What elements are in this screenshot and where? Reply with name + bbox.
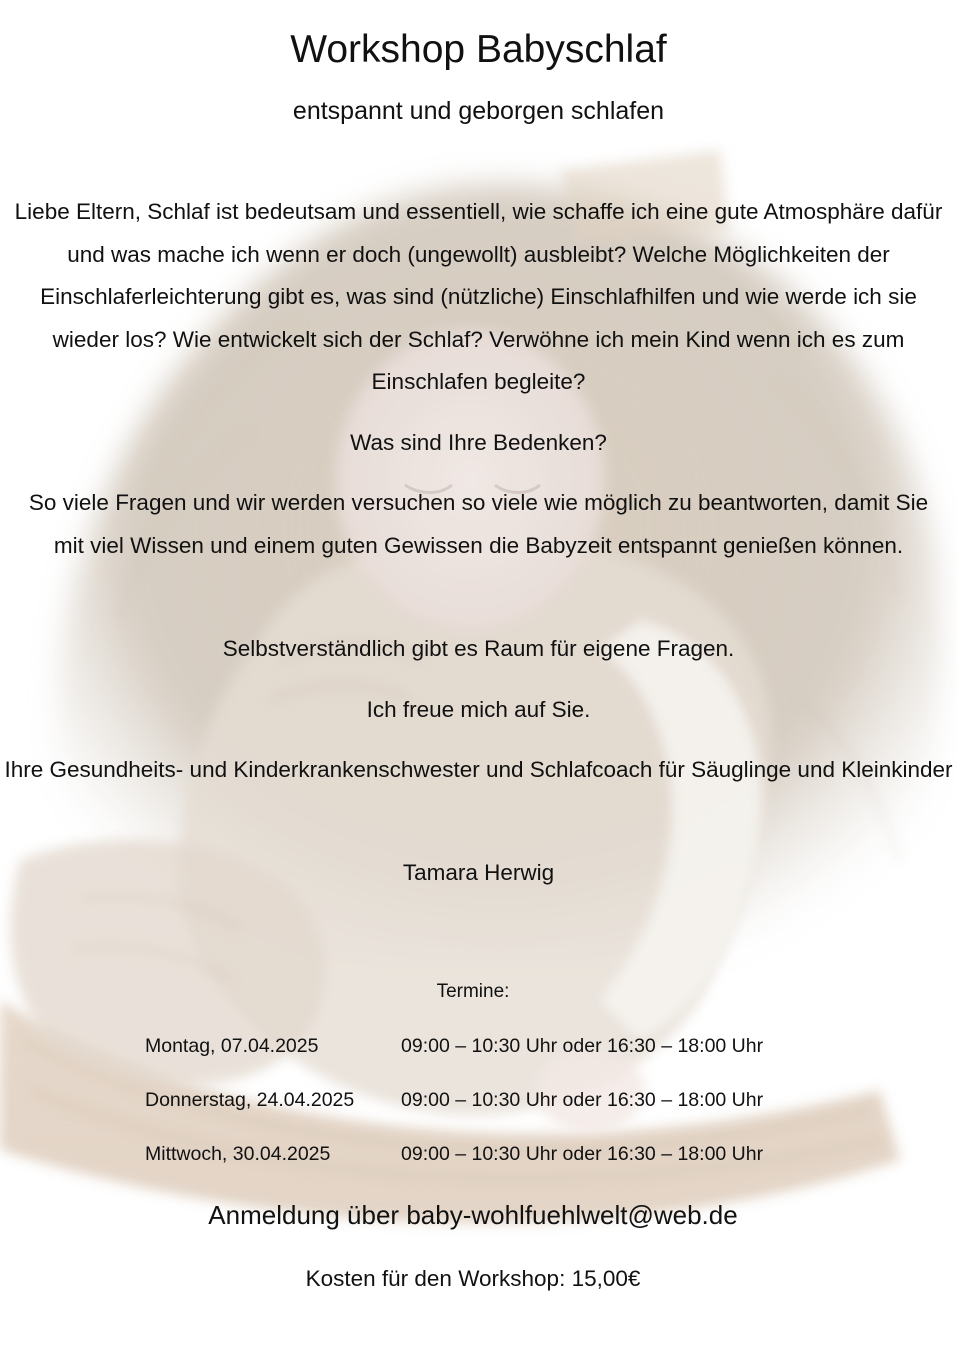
flyer-subtitle: entspannt und geborgen schlafen: [292, 97, 665, 125]
schedule-time: 09:00 – 10:30 Uhr oder 16:30 – 18:00 Uhr: [401, 1089, 764, 1111]
looking-forward-paragraph: Ich freue mich auf Sie.: [366, 697, 591, 722]
cost-line: Kosten für den Workshop: 15,00€: [305, 1266, 641, 1291]
schedule-date: Mittwoch, 30.04.2025: [145, 1143, 331, 1165]
signup-line: Anmeldung über baby-wohlfuehlwelt@web.de: [208, 1200, 738, 1230]
question-paragraph: Was sind Ihre Bedenken?: [350, 430, 607, 455]
schedule-row: [145, 1141, 825, 1167]
schedule-label: Termine:: [436, 981, 510, 1002]
signature-role: Ihre Gesundheits- und Kinderkrankenschwester und Schlafcoach für Säuglinge und Kleinkinder: [4, 757, 953, 782]
schedule-time: 09:00 – 10:30 Uhr oder 16:30 – 18:00 Uhr: [401, 1035, 764, 1057]
schedule-row: [145, 1087, 825, 1113]
signature-name: Tamara Herwig: [402, 860, 555, 885]
schedule-date: Donnerstag, 24.04.2025: [145, 1089, 355, 1111]
own-questions-paragraph: Selbstverständlich gibt es Raum für eigene Fragen.: [222, 636, 735, 661]
flyer-title: Workshop Babyschlaf: [290, 28, 667, 71]
schedule-time: 09:00 – 10:30 Uhr oder 16:30 – 18:00 Uhr: [401, 1143, 764, 1165]
schedule-date: Montag, 07.04.2025: [145, 1035, 319, 1057]
schedule-row: [145, 1033, 825, 1059]
intro-paragraph: Liebe Eltern, Schlaf ist bedeutsam und essentiell, wie schaffe ich eine gute Atmosphäre dafür und was mache ich wenn er doch (ungewollt) ausbleibt? Welche Möglichkeiten der Einschlaferleichterung gibt es, was sind (nützliche) Einschlafhilfen und wie werde ich sie wieder los? Wie entwickelt sich der Schlaf? Verwöhne ich mein Kind wenn ich es zum Einschlafen begleite?: [14, 199, 943, 394]
questions-paragraph: So viele Fragen und wir werden versuchen so viele wie möglich zu beantworten, damit Sie mit viel Wissen und einem guten Gewissen die Babyzeit entspannt genießen können.: [28, 490, 929, 558]
